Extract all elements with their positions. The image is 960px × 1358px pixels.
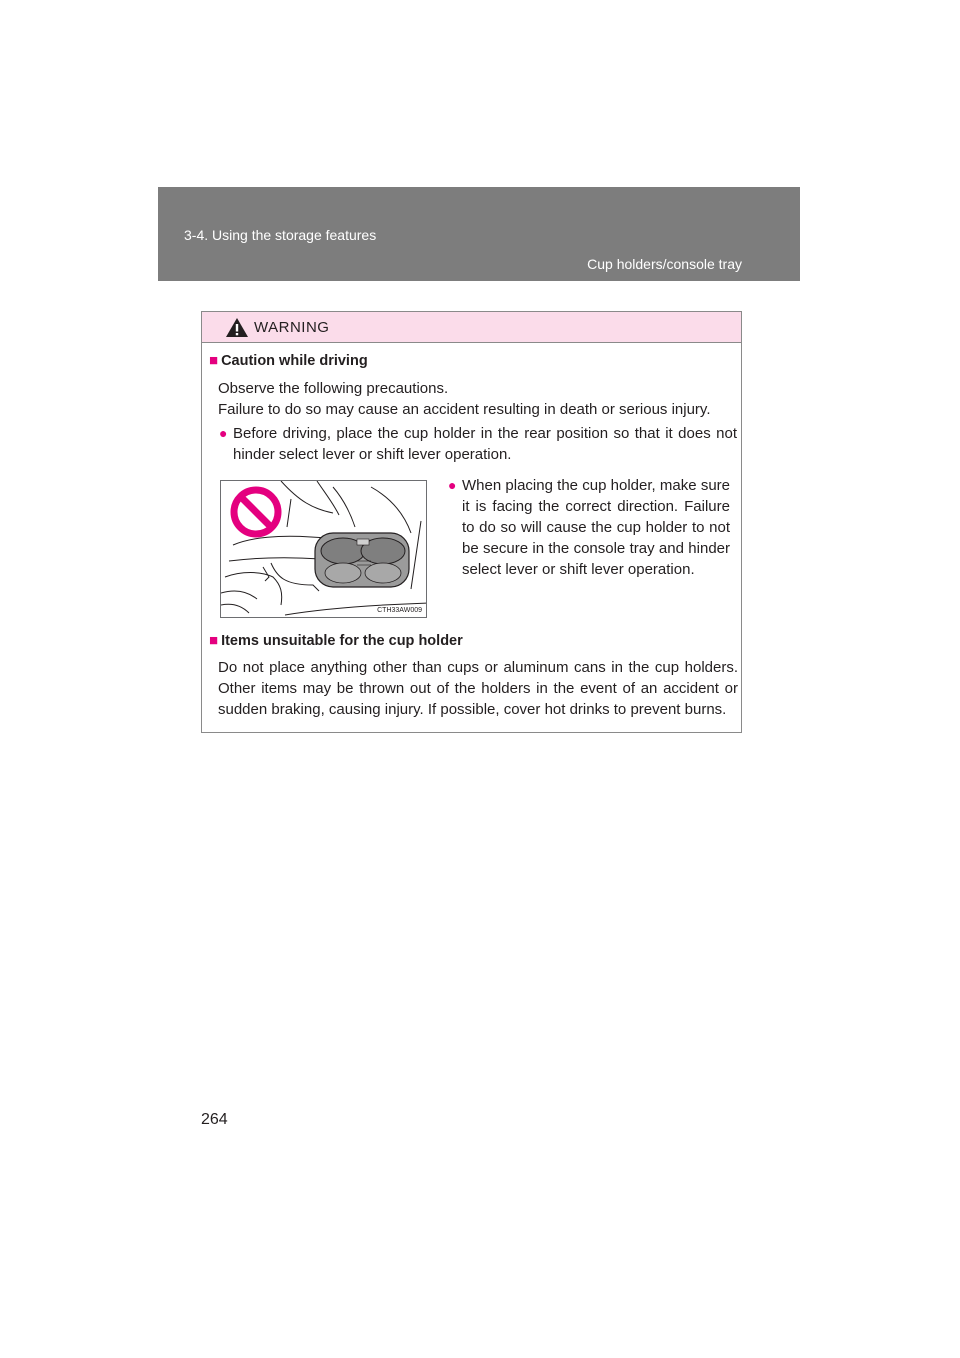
heading-text: Caution while driving [221, 353, 368, 369]
heading-caution-while-driving [209, 352, 368, 369]
square-bullet-icon: ■ [209, 632, 219, 649]
items-unsuitable-body: Do not place anything other than cups or aluminum cans in the cup holders. Other items may be thrown out of the holders in the event of an accident or sudden braking, causing injury. If possible, cover hot drinks to prevent burns. [218, 659, 738, 718]
bullet-dot-icon: ● [448, 477, 457, 493]
square-bullet-icon: ■ [209, 352, 219, 369]
warning-header [202, 312, 741, 343]
bullet-text: Before driving, place the cup holder in the rear position so that it does not hinder select lever or shift lever operation. [233, 425, 737, 463]
intro-line-1: Observe the following precautions. [218, 380, 449, 397]
intro-line-2: Failure to do so may cause an accident resulting in death or serious injury. [218, 401, 711, 418]
warning-title: WARNING [254, 318, 330, 336]
heading-items-unsuitable [209, 632, 463, 649]
figure-code: CTH33AW009 [377, 607, 422, 614]
topic-title: Cup holders/console tray [587, 256, 742, 272]
bullet-text: When placing the cup holder, make sure it is facing the correct direction. Failure to do so will cause the cup holder to not be secure in the console tray and hinder select lever or shift lever operation. [462, 477, 730, 578]
section-title: 3-4. Using the storage features [184, 227, 377, 243]
bullet-dot-icon: ● [219, 425, 228, 441]
page-number: 264 [201, 1111, 228, 1128]
cup-holder-drawing [221, 481, 427, 618]
bullet-rear-position [219, 423, 737, 465]
header-band [158, 187, 800, 281]
warning-triangle-icon [225, 317, 249, 338]
cup-holder-illustration [220, 480, 427, 618]
heading-text: Items unsuitable for the cup holder [221, 633, 463, 649]
bullet-facing-direction [448, 475, 730, 580]
